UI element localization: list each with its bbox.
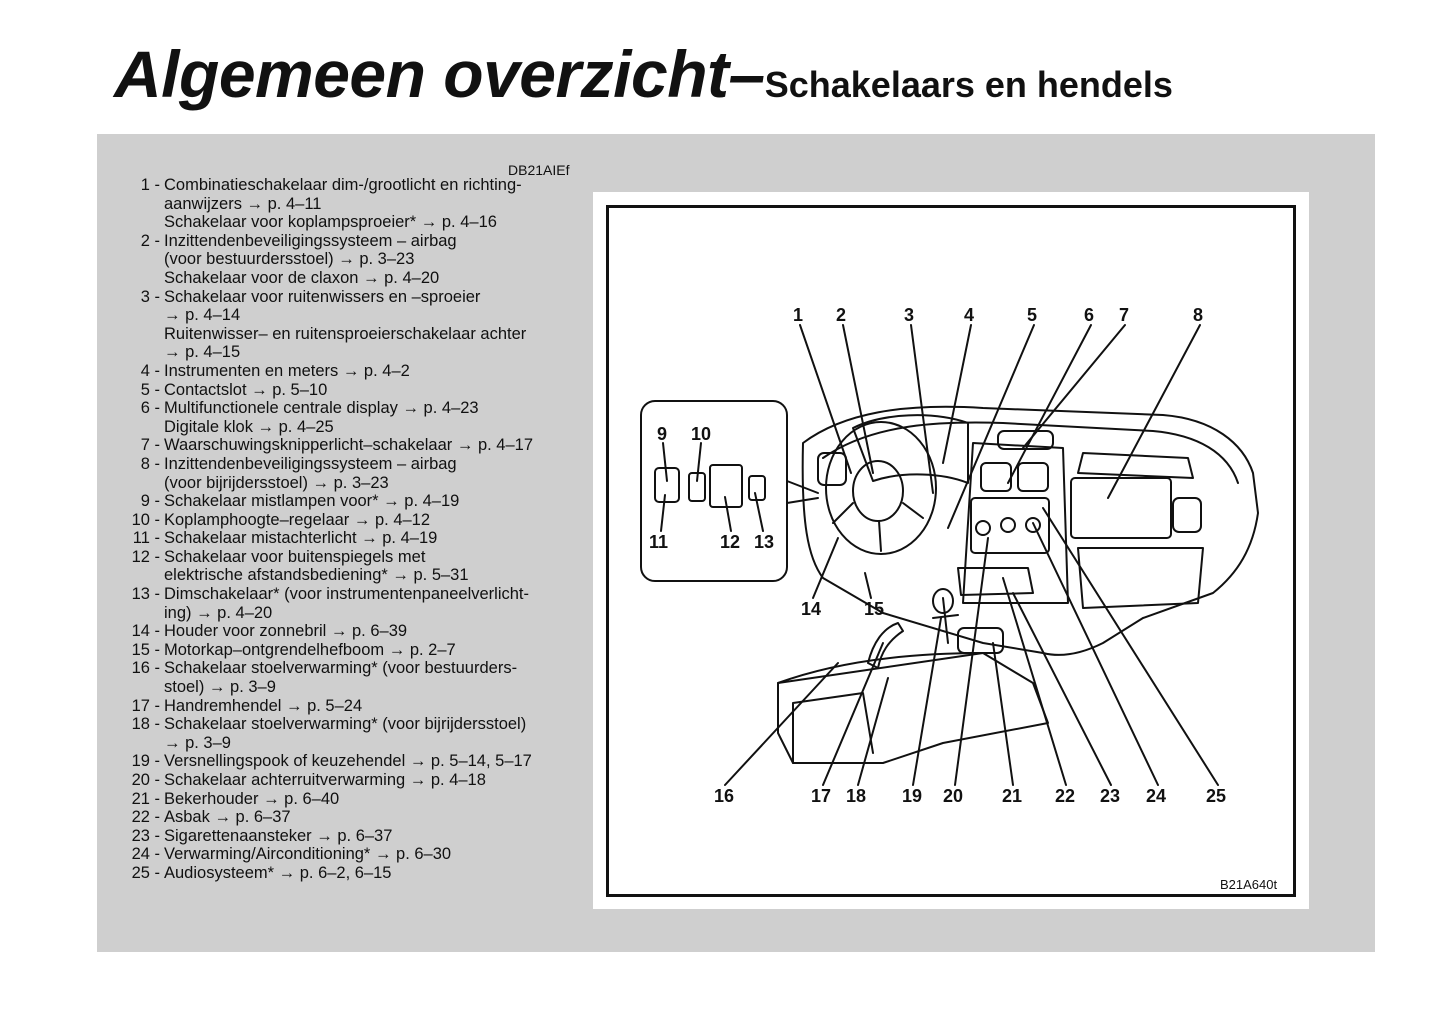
- legend-item: [120, 790, 533, 809]
- callout-21: 21: [1002, 786, 1023, 806]
- callout-23: 23: [1100, 786, 1121, 806]
- legend-item-text: Schakelaar mistlampen voor* → p. 4–19: [164, 492, 460, 511]
- legend-item: [120, 808, 533, 827]
- leader-3: [911, 325, 933, 493]
- glovebox: [1078, 548, 1203, 608]
- legend-item-number: 22 -: [131, 808, 160, 827]
- center-vent-left: [981, 463, 1011, 491]
- legend-item-number: 23 -: [131, 826, 160, 845]
- legend-item-text: Handremhendel → p. 5–24: [164, 696, 363, 715]
- legend-item-text: Motorkap–ontgrendelhefboom → p. 2–7: [164, 640, 456, 659]
- legend-item-number: [120, 250, 164, 269]
- legend-item-text: Houder voor zonnebril → p. 6–39: [164, 622, 408, 641]
- leader-8: [1108, 325, 1200, 498]
- legend-item-text: Koplamphoogte–regelaar → p. 4–12: [164, 510, 431, 529]
- leader-25: [1043, 508, 1218, 785]
- callout-19: 19: [902, 786, 923, 806]
- legend-item-number: 25 -: [131, 863, 160, 882]
- legend-item: [120, 176, 533, 195]
- page-title: [114, 36, 1173, 112]
- title-sub: Schakelaars en hendels: [764, 64, 1173, 105]
- leader-9: [663, 443, 667, 481]
- legend-item-number: [120, 213, 164, 232]
- figure-code: B21A640t: [1220, 877, 1278, 892]
- legend-item-text: Schakelaar stoelverwarming* (voor bestuurders-: [164, 659, 518, 678]
- callout-1: 1: [793, 305, 804, 325]
- leader-23: [1013, 593, 1111, 785]
- legend-item-number: 19 -: [131, 752, 160, 771]
- right-vent: [1173, 498, 1201, 532]
- legend-item: [120, 381, 533, 400]
- callout-15: 15: [864, 599, 885, 619]
- legend-item-text: Waarschuwingsknipperlicht–schakelaar → p. 4–17: [164, 436, 533, 455]
- climate-panel: [971, 498, 1049, 553]
- title-main: Algemeen overzicht–: [114, 37, 765, 111]
- legend-item-number: 16 -: [131, 659, 160, 678]
- legend-item: [120, 641, 533, 660]
- legend-item-text: aanwijzers → p. 4–11: [164, 194, 322, 213]
- legend-item-text: Schakelaar mistachterlicht → p. 4–19: [164, 529, 438, 548]
- legend-item-number: 20 -: [131, 771, 160, 789]
- legend-item: [120, 213, 533, 232]
- legend-item: [120, 734, 533, 753]
- legend-item: [120, 399, 533, 418]
- legend-item-number: 14 -: [131, 622, 160, 641]
- legend-item-text: Schakelaar achterruitverwarming → p. 4–18: [164, 771, 486, 789]
- legend-item-number: 18 -: [131, 715, 160, 734]
- legend-item: [120, 325, 533, 344]
- steering-hub: [853, 461, 903, 521]
- legend-item-text: Multifunctionele centrale display → p. 4–23: [164, 399, 479, 418]
- legend-item: [120, 566, 533, 585]
- callout-16: 16: [714, 786, 735, 806]
- callout-9: 9: [657, 424, 668, 444]
- legend-item-number: 24 -: [131, 845, 160, 864]
- legend-item-text: Schakelaar stoelverwarming* (voor bijrijdersstoel): [164, 715, 527, 734]
- callout-3: 3: [904, 305, 915, 325]
- legend-item: [120, 827, 533, 846]
- legend-item: [120, 604, 533, 623]
- callout-22: 22: [1055, 786, 1076, 806]
- legend-item: [120, 659, 533, 678]
- ashtray-drawer: [958, 568, 1033, 595]
- callout-14: 14: [801, 599, 822, 619]
- legend-item-text: Schakelaar voor buitenspiegels met: [164, 547, 426, 566]
- legend-item-text: Instrumenten en meters → p. 4–2: [164, 361, 410, 380]
- legend-item: [120, 715, 533, 734]
- gear-lever: [933, 598, 958, 643]
- leader-15: [865, 573, 871, 598]
- legend-item: [120, 306, 533, 325]
- legend-item-number: 11 -: [132, 529, 160, 548]
- legend-item: [120, 622, 533, 641]
- legend-item-number: 4 -: [140, 361, 160, 380]
- legend-item: [120, 492, 533, 511]
- callout-8: 8: [1193, 305, 1204, 325]
- legend-item: [120, 585, 533, 604]
- legend-item: [120, 232, 533, 251]
- callout-17: 17: [811, 786, 832, 806]
- callout-2: 2: [836, 305, 847, 325]
- legend-item-text: Digitale klok → p. 4–25: [164, 417, 334, 436]
- legend-item-number: [120, 418, 164, 437]
- callout-25: 25: [1206, 786, 1227, 806]
- legend-item-text: stoel) → p. 3–9: [164, 678, 276, 697]
- document-code: DB21AIEf: [508, 162, 570, 178]
- legend-item-text: (voor bijrijdersstoel) → p. 3–23: [164, 473, 389, 492]
- callout-12: 12: [720, 532, 741, 552]
- switch-13: [749, 476, 765, 500]
- legend-item-number: 2 -: [140, 231, 160, 250]
- legend-item-number: [120, 734, 164, 753]
- legend-item: [120, 864, 533, 883]
- legend-item-text: ing) → p. 4–20: [164, 603, 273, 622]
- legend-item-number: 15 -: [131, 640, 160, 659]
- legend-item: [120, 455, 533, 474]
- center-vent-right: [1018, 463, 1048, 491]
- legend-item: [120, 548, 533, 567]
- legend-item: [120, 697, 533, 716]
- steering-wheel: [826, 422, 936, 554]
- callout-20: 20: [943, 786, 964, 806]
- legend-item: [120, 269, 533, 288]
- legend-item-number: 6 -: [140, 399, 160, 418]
- leader-6: [1008, 325, 1091, 483]
- legend-item-text: Versnellingspook of keuzehendel → p. 5–14, 5–17: [164, 752, 532, 771]
- legend-item-text: Bekerhouder → p. 6–40: [164, 789, 340, 808]
- leader-1: [800, 325, 851, 473]
- legend-item-number: 5 -: [140, 380, 160, 399]
- callout-4: 4: [964, 305, 975, 325]
- legend-item: [120, 418, 533, 437]
- legend-item-text: elektrische afstandsbediening* → p. 5–31: [164, 566, 469, 585]
- legend-item-text: Audiosysteem* → p. 6–2, 6–15: [164, 863, 392, 882]
- callout-6: 6: [1084, 305, 1095, 325]
- legend-item-number: [120, 269, 164, 288]
- climate-knob-1: [976, 521, 990, 535]
- legend-item: [120, 678, 533, 697]
- legend-item-text: Combinatieschakelaar dim-/grootlicht en richting-: [164, 176, 522, 194]
- legend-item: [120, 436, 533, 455]
- callout-11: 11: [649, 532, 669, 552]
- legend-item-text: → p. 4–15: [164, 343, 241, 362]
- leader-22: [1003, 578, 1066, 785]
- console-front: [793, 693, 873, 763]
- legend-item-number: [120, 566, 164, 585]
- legend-item-number: 8 -: [140, 454, 160, 473]
- passenger-airbag-panel: [1071, 478, 1171, 538]
- legend-item: [120, 771, 533, 790]
- cupholder: [958, 628, 1003, 653]
- callout-5: 5: [1027, 305, 1038, 325]
- legend-item-number: 10 -: [131, 510, 160, 529]
- legend-item: [120, 845, 533, 864]
- callout-18: 18: [846, 786, 867, 806]
- figure-frame: [606, 205, 1296, 897]
- legend-item-text: Sigarettenaansteker → p. 6–37: [164, 826, 393, 845]
- legend-item: [120, 362, 533, 381]
- legend-item-number: 12 -: [131, 547, 160, 566]
- legend-item: [120, 511, 533, 530]
- legend-item-text: Inzittendenbeveiligingssysteem – airbag: [164, 454, 457, 473]
- legend-item: [120, 474, 533, 493]
- leader-2: [843, 325, 873, 473]
- legend-item-text: Dimschakelaar* (voor instrumentenpaneelverlicht-: [164, 585, 529, 604]
- legend-item-number: 13 -: [131, 585, 160, 604]
- legend-item-text: Schakelaar voor koplampsproeier* → p. 4–16: [164, 213, 497, 232]
- legend-item-number: [120, 343, 164, 362]
- leader-11: [661, 495, 665, 531]
- legend-item-text: → p. 3–9: [164, 733, 231, 752]
- legend-item-number: 17 -: [131, 696, 160, 715]
- legend-item-number: [120, 678, 164, 697]
- legend-item: [120, 288, 533, 307]
- callout-7: 7: [1119, 305, 1130, 325]
- legend-item-text: Ruitenwisser– en ruitensproeierschakelaar achter: [164, 324, 527, 343]
- legend-item-text: Schakelaar voor ruitenwissers en –sproeier: [164, 287, 481, 306]
- legend-item-number: [120, 306, 164, 325]
- legend-item-text: Verwarming/Airconditioning* → p. 6–30: [164, 845, 452, 864]
- leader-4: [943, 325, 971, 463]
- callout-13: 13: [754, 532, 775, 552]
- callout-10: 10: [691, 424, 712, 444]
- climate-knob-2: [1001, 518, 1015, 532]
- legend-item-text: Schakelaar voor de claxon → p. 4–20: [164, 268, 440, 287]
- legend-item-number: 21 -: [131, 789, 160, 808]
- legend-item: [120, 752, 533, 771]
- legend-item-number: 3 -: [140, 287, 160, 306]
- legend-item: [120, 250, 533, 269]
- legend-item-number: 7 -: [140, 436, 160, 455]
- legend-item-text: Asbak → p. 6–37: [164, 808, 291, 827]
- leader-20: [955, 538, 988, 785]
- legend-item-number: [120, 325, 164, 344]
- legend-item-number: 9 -: [140, 492, 160, 511]
- leader-12: [725, 497, 731, 531]
- legend-item-number: [120, 604, 164, 623]
- leader-10: [697, 443, 701, 481]
- leader-13: [755, 493, 763, 531]
- legend-item-text: Inzittendenbeveiligingssysteem – airbag: [164, 231, 457, 250]
- passenger-airbag-cover: [1078, 453, 1193, 478]
- handbrake: [868, 623, 903, 668]
- legend-item-number: [120, 195, 164, 214]
- legend-item: [120, 529, 533, 548]
- legend-item-text: Contactslot → p. 5–10: [164, 380, 328, 399]
- callout-24: 24: [1146, 786, 1167, 806]
- legend-item: [120, 343, 533, 362]
- dashboard-illustration: [609, 208, 1293, 894]
- legend-list: [120, 176, 533, 883]
- legend-item-text: (voor bestuurdersstoel) → p. 3–23: [164, 250, 415, 269]
- leader-19: [913, 618, 941, 785]
- legend-item: [120, 195, 533, 214]
- legend-item-number: 1 -: [140, 176, 160, 194]
- legend-item-number: [120, 474, 164, 493]
- legend-item-text: → p. 4–14: [164, 306, 241, 325]
